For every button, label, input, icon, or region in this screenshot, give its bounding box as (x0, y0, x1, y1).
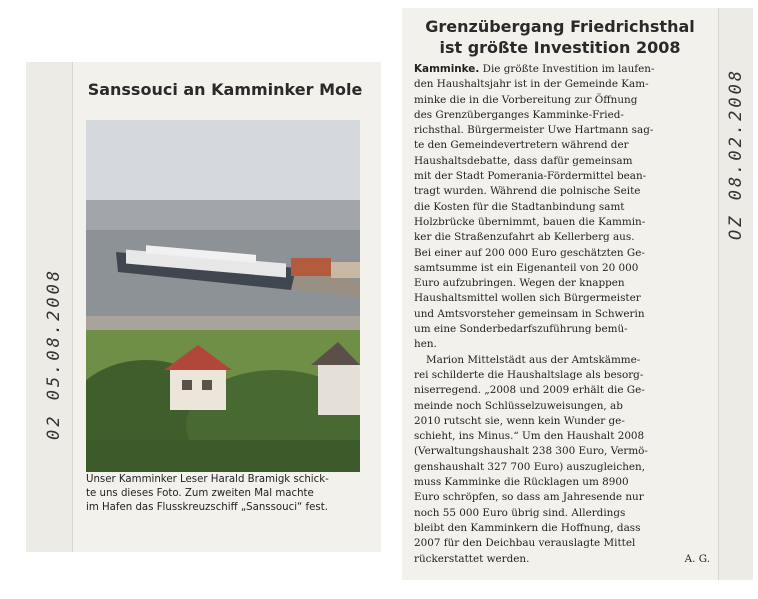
handwritten-date-left: 02 05.08.2008 (44, 267, 64, 440)
article-line: den Haushaltsjahr ist in der Gemeinde Kam- (414, 78, 649, 91)
article-line: Euro schröpfen, so dass am Jahresende nur (414, 491, 644, 504)
dateline: Kamminke. (414, 63, 480, 75)
article-line: um eine Sonderbedarfszuführung bemü- (414, 323, 628, 336)
handwritten-date-right: OZ 08.02.2008 (726, 67, 746, 240)
article-line: Euro aufzubringen. Wegen der knappen (414, 277, 625, 290)
article-line: des Grenzüberganges Kamminke-Fried- (414, 108, 624, 121)
article-line: (Verwaltungshaushalt 238 300 Euro, Vermö- (414, 445, 648, 458)
headline-line: ist größte Investition 2008 (439, 38, 681, 57)
article-line: minke die in die Vorbereitung zur Öffnung (414, 93, 638, 106)
article-line: 2007 für den Deichbau verauslagte Mittel (414, 537, 636, 550)
left-headline: Sanssouci an Kamminker Mole (87, 80, 363, 99)
article-line: Holzbrücke übernimmt, bauen die Kammin- (414, 215, 646, 228)
right-headline (410, 16, 710, 58)
headline-line: Grenzübergang Friedrichsthal (425, 17, 695, 36)
photo-caption (86, 473, 364, 515)
article-line (414, 62, 710, 77)
article-line: Bei einer auf 200 000 Euro geschätzten Ge- (414, 246, 645, 259)
article-line: mit der Stadt Pomerania-Fördermittel bean- (414, 170, 647, 183)
article-line: Haushaltsdebatte, dass dafür gemeinsam (414, 154, 633, 167)
article-line: Marion Mittelstädt aus der Amtskämme- (426, 353, 641, 366)
article-line: und Amtsvorsteher gemeinsam in Schwerin (414, 307, 645, 320)
article-line: 2010 rutscht sie, wenn kein Wunder ge- (414, 414, 625, 427)
caption-line: te uns dieses Foto. Zum zweiten Mal machte (86, 488, 314, 499)
article-line: richsthal. Bürgermeister Uwe Hartmann sag- (414, 124, 654, 137)
article-body (414, 62, 710, 567)
author-signature: A. G. (684, 552, 710, 565)
article-line: te den Gemeindevertretern während der (414, 139, 629, 152)
article-line: die Kosten für die Stadtanbindung samt (414, 200, 625, 213)
article-line: meinde noch Schlüsselzuweisungen, ab (414, 399, 623, 412)
article-line: niserregend. „2008 und 2009 erhält die Ge- (414, 384, 645, 397)
article-line: tragt wurden. Während die polnische Seite (414, 185, 641, 198)
article-line (414, 552, 710, 567)
article-first-line-text: Die größte Investition im laufen- (482, 63, 655, 75)
article-last-line-text: rückerstattet werden. (414, 552, 530, 565)
caption-line: im Hafen das Flusskreuzschiff „Sanssouci“ fest. (86, 502, 328, 513)
caption-line: Unser Kamminker Leser Harald Bramigk schick- (86, 474, 329, 485)
article-line: samtsumme ist ein Eigenanteil von 20 000 (414, 261, 639, 274)
article-line: ker die Straßenzufahrt ab Kellerberg aus. (414, 231, 635, 244)
harbour-photo-illustration (86, 120, 360, 472)
article-line: bleibt den Kamminkern die Hoffnung, dass (414, 521, 641, 534)
article-line: genshaushalt 327 700 Euro) auszugleichen, (414, 460, 646, 473)
article-line: noch 55 000 Euro übrig sind. Allerdings (414, 506, 626, 519)
article-line: muss Kamminke die Rücklagen um 8900 (414, 476, 629, 489)
article-line: Haushaltsmittel wollen sich Bürgermeister (414, 292, 641, 305)
article-line: rei schilderte die Haushaltslage als besorg- (414, 368, 644, 381)
article-line: schieht, ins Minus.“ Um den Haushalt 2008 (414, 430, 645, 443)
harbour-photo (86, 120, 360, 472)
article-line: hen. (414, 338, 437, 351)
